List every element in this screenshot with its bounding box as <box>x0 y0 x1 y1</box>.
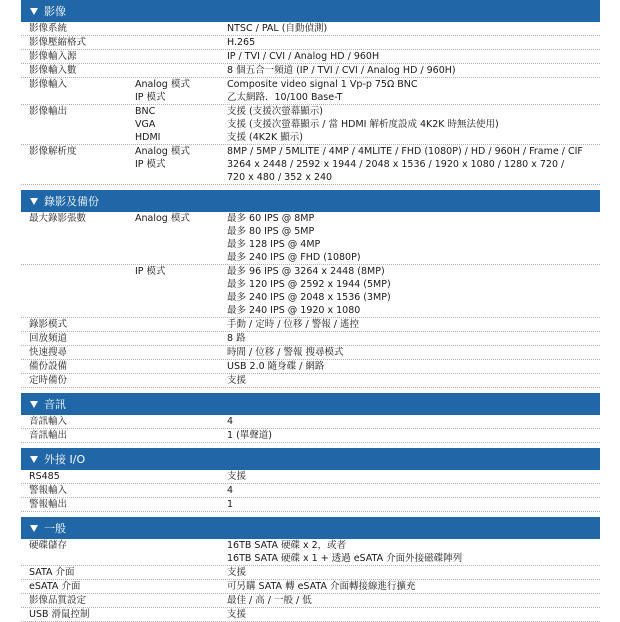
spec-value: 8 路 <box>227 333 246 344</box>
section-title: 音訊 <box>44 398 66 411</box>
section-header <box>21 393 600 415</box>
spec-value: 最多 96 IPS @ 3264 x 2448 (8MP) <box>227 266 385 277</box>
spec-row <box>21 539 600 566</box>
section-header <box>21 190 600 212</box>
spec-value: H.265 <box>227 37 256 48</box>
spec-value-cell <box>223 265 600 317</box>
spec-value: 時間 / 位移 / 警報 搜尋模式 <box>227 347 344 358</box>
spec-value: 最多 120 IPS @ 2592 x 1944 (5MP) <box>227 279 391 290</box>
spec-value: 4 <box>227 416 234 427</box>
spec-value: 8 個五合一頻道 (IP / TVI / CVI / Analog HD / 960H) <box>227 65 456 76</box>
spec-value-cell <box>223 50 600 63</box>
section-title: 外接 I/O <box>44 453 86 466</box>
spec-row <box>21 360 600 374</box>
spec-sublabel-cell <box>127 212 223 225</box>
spec-row <box>21 22 600 36</box>
spec-row <box>21 498 600 512</box>
spec-value-cell <box>223 415 600 428</box>
triangle-down-icon <box>30 198 38 205</box>
spec-value-cell <box>223 212 600 264</box>
spec-value: NTSC / PAL (自動偵測) <box>227 23 328 34</box>
spec-value-cell <box>223 484 600 497</box>
spec-sublabel-cell <box>127 145 223 171</box>
spec-value: 最多 240 IPS @ 1920 x 1080 <box>227 305 361 316</box>
spec-row <box>21 78 600 105</box>
spec-label: 硬碟儲存 <box>29 540 68 551</box>
spec-label: RS485 <box>29 471 60 482</box>
spec-value: USB 2.0 隨身碟 / 網路 <box>227 361 325 372</box>
spec-value: 1 (單聲道) <box>227 430 272 441</box>
spec-label: eSATA 介面 <box>29 581 81 592</box>
spec-value: 支援 <box>227 567 247 578</box>
spec-value-cell <box>223 498 600 511</box>
spec-value: 3264 x 2448 / 2592 x 1944 / 2048 x 1536 / 1920 x 1080 / 1280 x 720 / <box>227 159 565 170</box>
spec-value: 最佳 / 高 / 一般 / 低 <box>227 595 312 606</box>
spec-value-cell <box>223 318 600 331</box>
spec-sublabel: Analog 模式 <box>135 79 190 90</box>
spec-value: 1 <box>227 499 234 510</box>
section-header <box>21 448 600 470</box>
spec-value: 最多 60 IPS @ 8MP <box>227 213 315 224</box>
spec-value: 支援 <box>227 471 247 482</box>
spec-value: 支援 (支援次螢幕顯示) <box>227 106 323 117</box>
spec-value-cell <box>223 580 600 593</box>
spec-value: 720 x 480 / 352 x 240 <box>227 172 333 183</box>
spec-label: 定時備份 <box>29 375 68 386</box>
spec-label: USB 滑鼠控制 <box>29 609 90 620</box>
triangle-down-icon <box>30 401 38 408</box>
spec-value: 支援 (4K2K 顯示) <box>227 132 304 143</box>
spec-value-cell <box>223 346 600 359</box>
spec-row <box>21 145 600 185</box>
spec-row <box>21 105 600 145</box>
spec-value: 最多 240 IPS @ FHD (1080P) <box>227 252 361 263</box>
spec-value-cell <box>223 539 600 565</box>
spec-row <box>21 484 600 498</box>
spec-label: 影像系統 <box>29 23 68 34</box>
spec-row <box>21 64 600 78</box>
spec-row <box>21 346 600 360</box>
spec-sublabel-cell <box>127 105 223 144</box>
spec-sublabel: VGA <box>135 119 156 130</box>
spec-value-cell <box>223 360 600 373</box>
spec-label: 影像輸入 <box>29 79 68 90</box>
spec-row <box>21 566 600 580</box>
spec-value: 支援 <box>227 375 247 386</box>
triangle-down-icon <box>30 8 38 15</box>
spec-label: 錄影模式 <box>29 319 68 330</box>
triangle-down-icon <box>30 456 38 463</box>
spec-value: 可另購 SATA 轉 eSATA 介面轉接線進行擴充 <box>227 581 416 592</box>
spec-row <box>21 318 600 332</box>
spec-label: 影像輸出 <box>29 106 68 117</box>
spec-value-cell <box>223 608 600 621</box>
spec-value-cell <box>223 594 600 607</box>
spec-value: Composite video signal 1 Vp-p 75Ω BNC <box>227 79 418 90</box>
spec-label: 影像品質設定 <box>29 595 87 606</box>
spec-value-cell <box>223 429 600 442</box>
spec-sublabel: BNC <box>135 106 156 117</box>
spec-value-cell <box>223 105 600 144</box>
spec-label: 警報輸出 <box>29 499 68 510</box>
spec-value: 手動 / 定時 / 位移 / 警報 / 遙控 <box>227 319 359 330</box>
spec-sublabel: IP 模式 <box>135 92 166 103</box>
spec-sublabel: HDMI <box>135 132 161 143</box>
spec-sublabel-cell <box>127 265 223 278</box>
spec-value: 16TB SATA 硬碟 x 2，或者 <box>227 540 347 551</box>
spec-sublabel: IP 模式 <box>135 266 166 277</box>
spec-sublabel: IP 模式 <box>135 159 166 170</box>
spec-row <box>21 332 600 346</box>
spec-row <box>21 50 600 64</box>
spec-value-cell <box>223 332 600 345</box>
section-title: 錄影及備份 <box>44 195 99 208</box>
spec-label: 音訊輸出 <box>29 430 68 441</box>
spec-row <box>21 36 600 50</box>
spec-label: 回放頻道 <box>29 333 68 344</box>
spec-row <box>21 470 600 484</box>
spec-value: 支援 <box>227 609 247 620</box>
spec-value-cell <box>223 36 600 49</box>
spec-value-cell <box>223 470 600 483</box>
spec-label: 最大錄影張數 <box>29 213 87 224</box>
spec-row <box>21 580 600 594</box>
spec-value: 16TB SATA 硬碟 x 1 + 透過 eSATA 介面外接磁碟陣列 <box>227 553 463 564</box>
spec-sublabel-cell <box>127 78 223 104</box>
spec-row <box>21 415 600 429</box>
spec-label: 警報輸入 <box>29 485 68 496</box>
spec-value-cell <box>223 64 600 77</box>
spec-label: 影像解析度 <box>29 146 77 157</box>
spec-label: 影像輸入數 <box>29 65 77 76</box>
spec-value-cell <box>223 22 600 35</box>
spec-value-cell <box>223 145 600 184</box>
spec-label: 備份設備 <box>29 361 68 372</box>
spec-value: 最多 128 IPS @ 4MP <box>227 239 321 250</box>
spec-row <box>21 265 600 318</box>
spec-value: 最多 80 IPS @ 5MP <box>227 226 315 237</box>
spec-sublabel: Analog 模式 <box>135 213 190 224</box>
spec-label: 快速搜尋 <box>29 347 68 358</box>
spec-label: 影像輸入源 <box>29 51 77 62</box>
spec-label: 音訊輸入 <box>29 416 68 427</box>
spec-value: 4 <box>227 485 234 496</box>
section-header <box>21 517 600 539</box>
spec-value: 最多 240 IPS @ 2048 x 1536 (3MP) <box>227 292 391 303</box>
spec-label: SATA 介面 <box>29 567 75 578</box>
spec-value-cell <box>223 374 600 387</box>
spec-sheet <box>21 0 600 622</box>
spec-value: 8MP / 5MP / 5MLITE / 4MP / 4MLITE / FHD (1080P) / HD / 960H / Frame / CIF <box>227 146 583 157</box>
spec-sublabel: Analog 模式 <box>135 146 190 157</box>
spec-row <box>21 429 600 443</box>
triangle-down-icon <box>30 525 38 532</box>
spec-value: 支援 (支援次螢幕顯示 / 當 HDMI 解析度設成 4K2K 時無法使用) <box>227 119 499 130</box>
section-header <box>21 0 600 22</box>
spec-row <box>21 374 600 388</box>
spec-value: 乙太網路．10/100 Base-T <box>227 92 343 103</box>
spec-label: 影像壓縮格式 <box>29 37 87 48</box>
spec-value-cell <box>223 566 600 579</box>
section-title: 一般 <box>44 522 66 535</box>
spec-row <box>21 212 600 265</box>
spec-value: IP / TVI / CVI / Analog HD / 960H <box>227 51 380 62</box>
spec-row <box>21 594 600 608</box>
section-title: 影像 <box>44 5 66 18</box>
spec-value-cell <box>223 78 600 104</box>
